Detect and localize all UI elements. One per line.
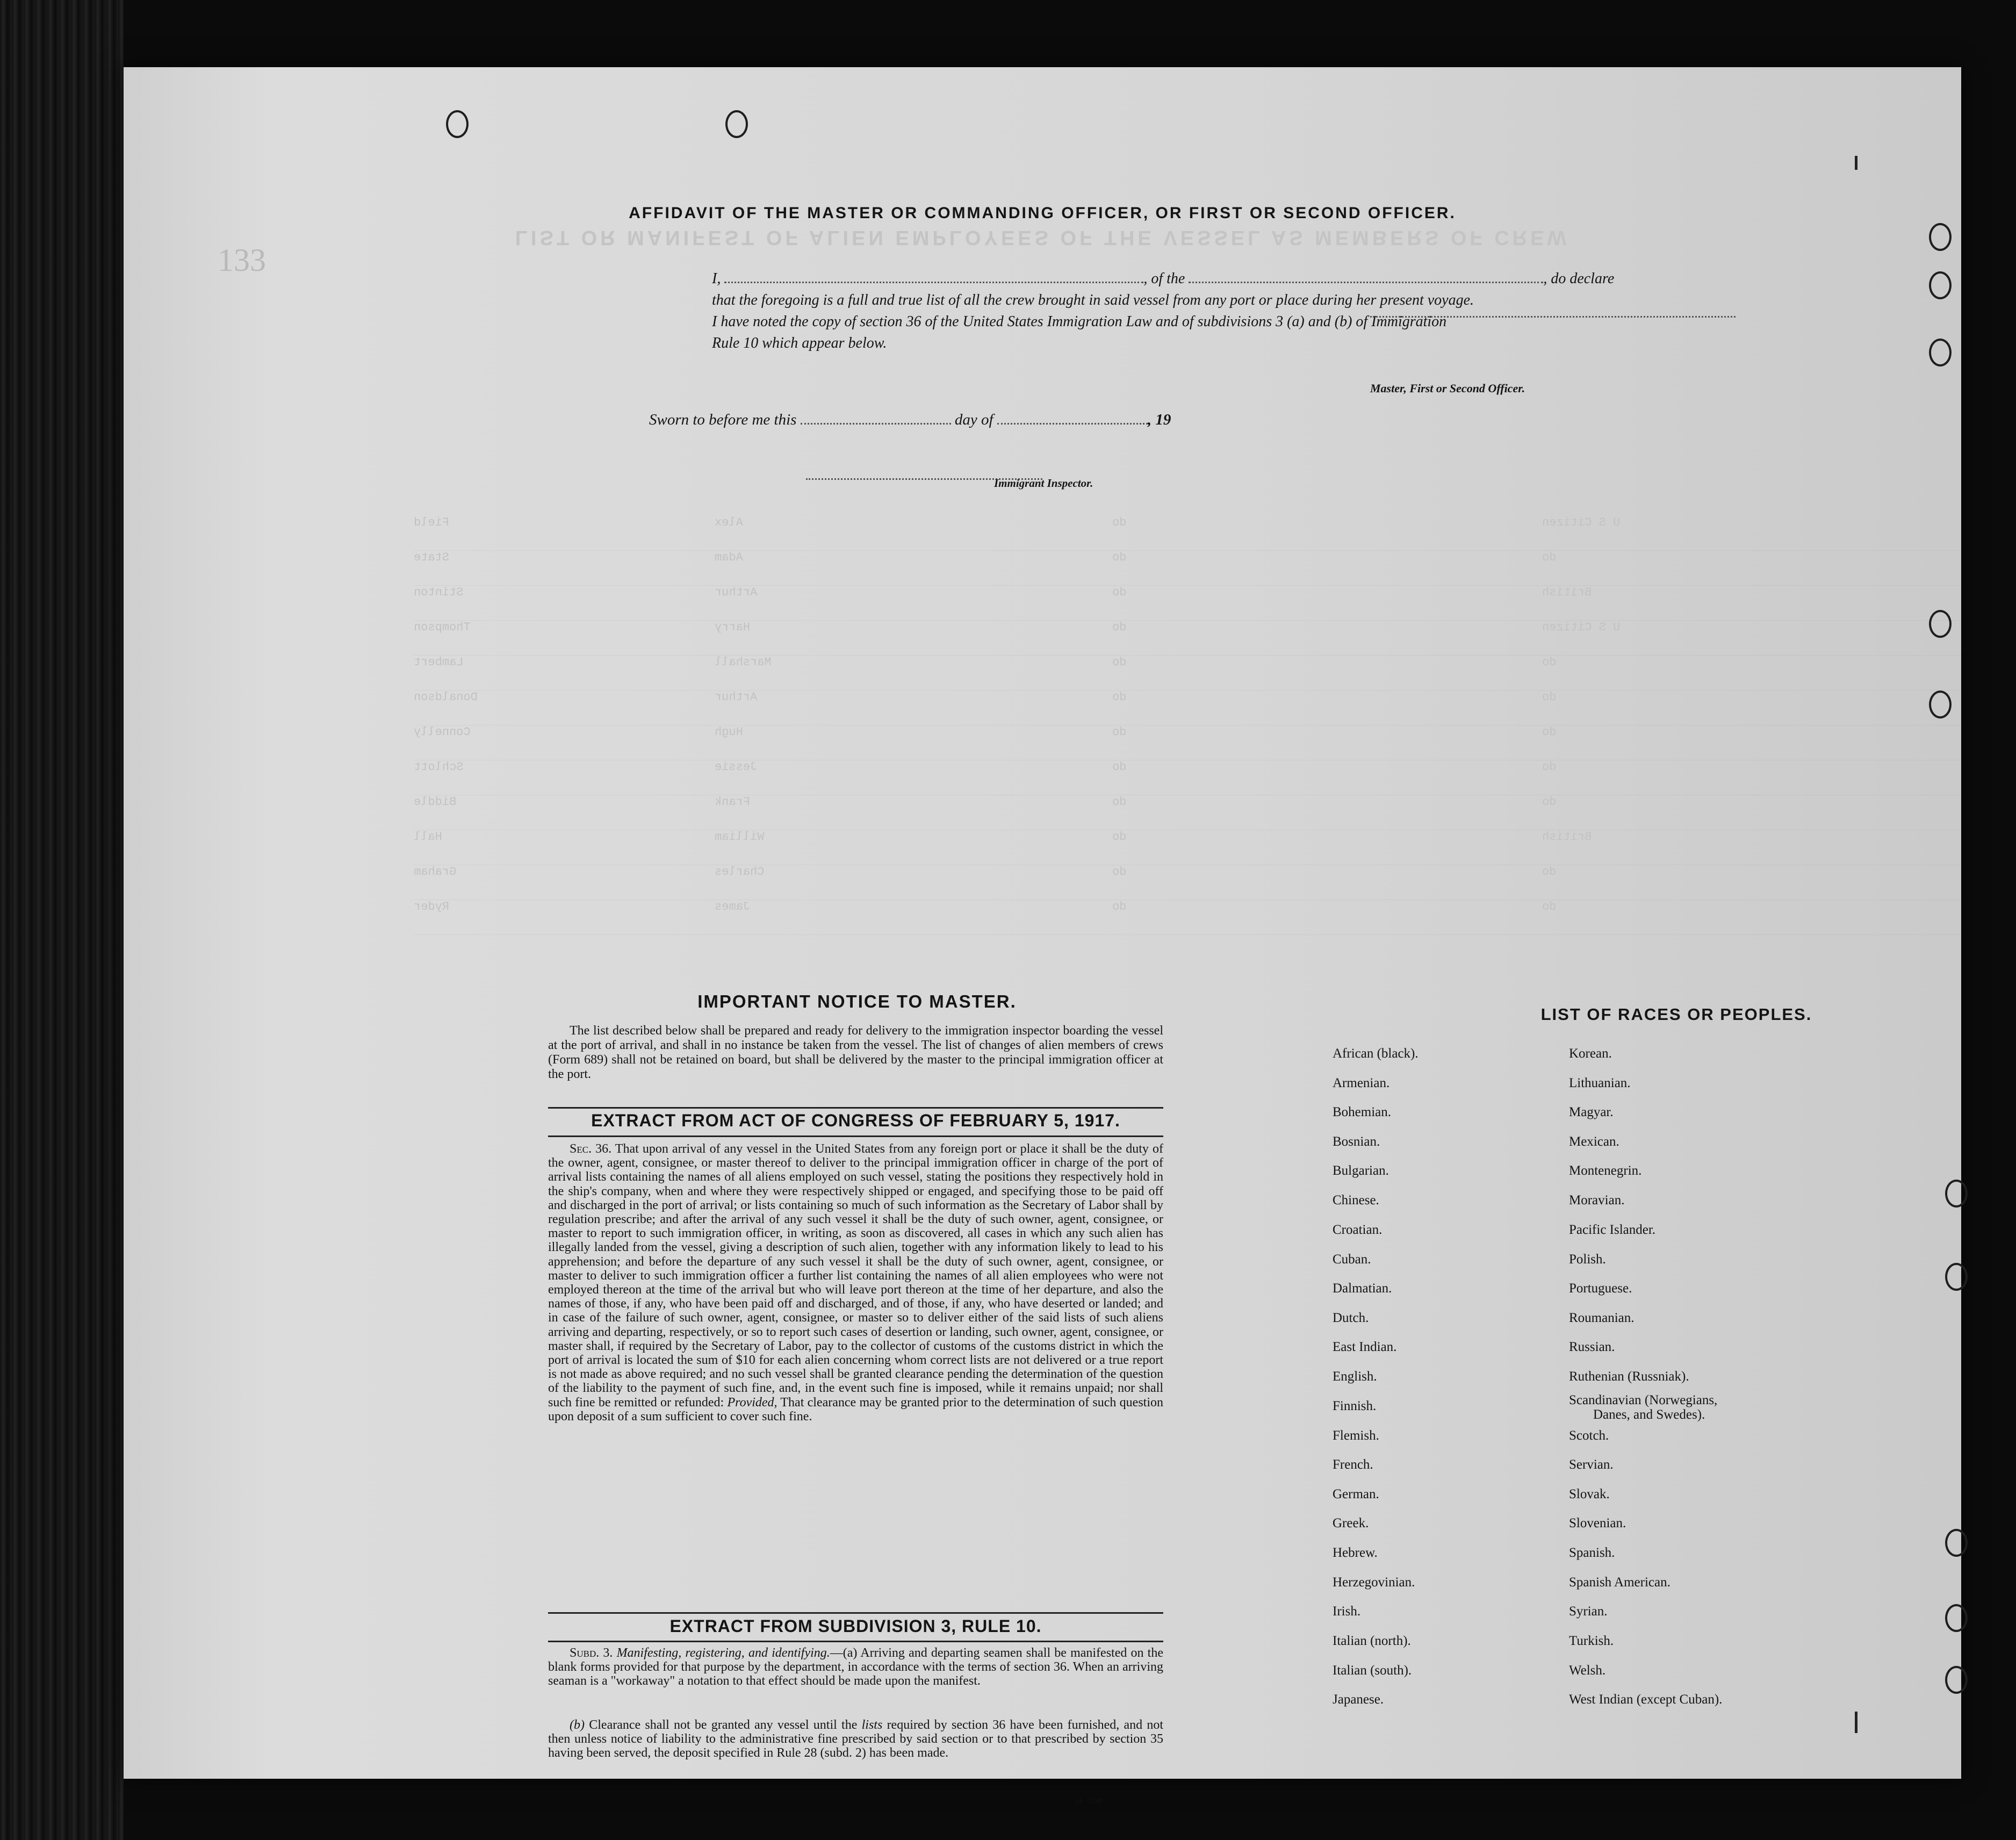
race-item: East Indian. <box>1333 1340 1397 1354</box>
para-b-pre: Clearance shall not be granted any vessel until the <box>589 1718 858 1732</box>
margin-tick <box>1855 156 1857 170</box>
race-item: Finnish. <box>1333 1399 1377 1413</box>
race-item: Montenegrin. <box>1569 1163 1642 1178</box>
race-item: Slovak. <box>1569 1487 1610 1501</box>
punch-hole <box>446 110 469 138</box>
vessel-blank[interactable] <box>1189 270 1543 283</box>
section-36-end: That clearance may be granted prior to the determination of such question upon deposit of a sum sufficient to cover such fine. <box>548 1395 1164 1424</box>
day-of-label: day of <box>954 411 993 428</box>
race-item: French. <box>1333 1457 1373 1472</box>
race-item: Greek. <box>1333 1516 1369 1530</box>
para-b-lists: lists <box>861 1718 883 1732</box>
race-item: Spanish. <box>1569 1546 1615 1560</box>
race-item: Italian (north). <box>1333 1634 1411 1648</box>
extract-rule-title: EXTRACT FROM SUBDIVISION 3, RULE 10. <box>669 1616 1042 1636</box>
race-item: Cuban. <box>1333 1252 1371 1267</box>
race-item: Mexican. <box>1569 1134 1619 1149</box>
race-item: Russian. <box>1569 1340 1615 1354</box>
subd-3-paragraph-b <box>548 1718 1163 1760</box>
race-item: Croatian. <box>1333 1223 1383 1237</box>
para-b-label: (b) <box>570 1718 585 1732</box>
subd-3-paragraph-a <box>548 1646 1163 1688</box>
subd-heading: Manifesting, registering, and identifying. <box>616 1646 830 1660</box>
race-item: Hebrew. <box>1333 1546 1378 1560</box>
race-item: Flemish. <box>1333 1428 1379 1443</box>
race-item: Turkish. <box>1569 1634 1614 1648</box>
punch-hole <box>725 110 748 138</box>
race-item: Pacific Islander. <box>1569 1223 1656 1237</box>
form-number: 14—1240 <box>1075 1796 1103 1805</box>
declaration-line-1: that the foregoing is a full and true list of all the crew brought in said vessel from any port or place during her present voyage. <box>712 292 1474 308</box>
race-item: Lithuanian. <box>1569 1076 1631 1090</box>
race-item: German. <box>1333 1487 1379 1501</box>
race-item: Armenian. <box>1333 1076 1390 1090</box>
section-36-body: That upon arrival of any vessel in the United States from any foreign port or place it shall be the duty of the owner, agent, consignee, or master thereof to deliver to the principal immigration officer in charge of the port of arrival lists containing the names of all aliens employed on such vessel, stating the positions they respectively hold in the ship's company, when and where they were respectively shipped or engaged, and specifying those to be paid off and discharged in the port of arrival; or lists containing so much of such information as the Secretary of Labor shall by regulation prescribe; and after the arrival of any such vessel it shall be the duty of such owner, agent, consignee, or master to report to such immigration officer, in writing, as soon as discovered, all cases in which any such alien has illegally landed from the vessel, giving a description of such alien, together with any information likely to lead to his apprehension; and before the departure of any such vessel it shall be the duty of such owner, agent, consignee, or master to deliver to such immigration officer a further list containing the names of all alien employees who were not employed thereon at the time of the arrival but who will leave port thereon at the time of her departure, and also the names of those, if any, who have been paid off and discharged, and of those, if any, who have deserted or landed; and in case of the failure of such owner, agent, consignee, or master so to deliver either of the said lists of such aliens arriving and departing, respectively, or so to report such cases of desertion or landing, such owner, agent, consignee, or master shall, if required by the Secretary of Labor, pay to the collector of customs of the customs district in which the port of arrival is located the sum of $10 for each alien concerning whom correct lists are not delivered or a true report is not made as above required; and no such vessel shall be granted clearance pending the determination of the question of the liability to the payment of such fine, and, in the event such fine is imposed, while it remains unpaid; nor shall such fine be remitted or refunded: <box>548 1142 1163 1410</box>
punch-hole <box>1945 1263 1968 1291</box>
race-item: Spanish American. <box>1569 1575 1671 1590</box>
race-item: Portuguese. <box>1569 1281 1632 1296</box>
label-i: I, <box>712 270 721 287</box>
declaration-line-2: I have noted the copy of section 36 of the United States Immigration Law and of subdivisions 3 (a) and (b) of Immigration <box>712 313 1447 330</box>
rule-divider <box>548 1641 1163 1642</box>
sworn-label: Sworn to before me this <box>649 411 797 428</box>
day-blank[interactable] <box>801 411 951 425</box>
punch-hole <box>1945 1604 1968 1632</box>
rule-divider <box>548 1135 1163 1137</box>
race-item: Welsh. <box>1569 1663 1606 1678</box>
subd-label: Subd. 3. <box>570 1646 613 1660</box>
master-signature-label: Master, First or Second Officer. <box>1370 382 1525 395</box>
race-item: Dalmatian. <box>1333 1281 1392 1296</box>
race-item: West Indian (except Cuban). <box>1569 1692 1723 1707</box>
race-item: Ruthenian (Russniak). <box>1569 1369 1689 1384</box>
race-item: Herzegovinian. <box>1333 1575 1415 1590</box>
declaration-line-3: Rule 10 which appear below. <box>712 335 887 351</box>
notice-title: IMPORTANT NOTICE TO MASTER. <box>697 991 1017 1011</box>
rule-divider <box>548 1612 1163 1614</box>
race-item: Bosnian. <box>1333 1134 1380 1149</box>
race-item: Moravian. <box>1569 1193 1625 1208</box>
race-item: Syrian. <box>1569 1604 1608 1619</box>
rule-divider <box>548 1107 1163 1109</box>
race-item: Irish. <box>1333 1604 1361 1619</box>
bleed-through-title: LIST OR MANIFEST OF ALIEN EMPLOYEES OF THE VESSEL AS MEMBERS OF CREW <box>515 226 1570 249</box>
label-do-declare: , do declare <box>1543 270 1615 287</box>
races-title: LIST OF RACES OR PEOPLES. <box>1540 1005 1812 1024</box>
race-item: Scandinavian (Norwegians, <box>1569 1393 1718 1407</box>
binder-strip <box>0 0 124 1840</box>
race-item: Magyar. <box>1569 1105 1614 1119</box>
year-label: , 19 <box>1147 411 1171 428</box>
margin-tick <box>1855 1712 1857 1733</box>
extract-act-title: EXTRACT FROM ACT OF CONGRESS OF FEBRUARY 5, 1917. <box>591 1111 1120 1130</box>
manifest-page <box>124 67 1961 1805</box>
race-item: Polish. <box>1569 1252 1606 1267</box>
race-item: Dutch. <box>1333 1311 1369 1325</box>
para-a-text: Arriving and departing seamen shall be manifested on the blank forms provided for that purpose by the department, in accordance with the terms of section 36. When an arriving seaman is a "workaway" a notation to that effect should be made upon the manifest. <box>548 1646 1164 1688</box>
provided-word: Provided, <box>727 1395 777 1410</box>
master-signature-line[interactable] <box>1370 316 1736 318</box>
race-item: Slovenian. <box>1569 1516 1626 1530</box>
punch-hole <box>1945 1529 1968 1557</box>
section-36-text <box>548 1142 1163 1424</box>
race-item: Japanese. <box>1333 1692 1384 1707</box>
race-item: Bulgarian. <box>1333 1163 1389 1178</box>
affidavit-title: AFFIDAVIT OF THE MASTER OR COMMANDING OFFICER, OR FIRST OR SECOND OFFICER. <box>629 204 1456 222</box>
name-blank[interactable] <box>724 270 1143 283</box>
punch-hole <box>1929 271 1952 299</box>
race-item: English. <box>1333 1369 1377 1384</box>
punch-hole <box>1945 1180 1968 1208</box>
label-of-the: , of the <box>1143 270 1185 287</box>
inspector-label: Immigrant Inspector. <box>994 477 1093 490</box>
sworn-line <box>649 411 1171 429</box>
month-blank[interactable] <box>997 411 1148 425</box>
declaration-first-line <box>712 269 1760 289</box>
race-item: African (black). <box>1333 1046 1419 1061</box>
bleed-through-rows: Field Alex do U S Citizen State Adam do do Stinton Arthur do British Thompson Harry do U S Citizen Lambert Marshall do do Donaldson Arthur do do Connelly Hugh do do Schlott Jessie do do Biddle Frank do do Hall William do British Graham Charles do do Ryder James do do <box>414 516 2004 935</box>
race-item: Chinese. <box>1333 1193 1379 1208</box>
race-item: Scotch. <box>1569 1428 1609 1443</box>
race-item: Italian (south). <box>1333 1663 1412 1678</box>
para-b-post: required by section 36 have been furnished, and not then unless notice of liability to the administrative fine prescribed by said section or to that prescribed by section 35 having been served, the deposit specified in Rule 28 (subd. 2) has been made. <box>548 1718 1164 1760</box>
race-item: Bohemian. <box>1333 1105 1392 1119</box>
notice-text: The list described below shall be prepared and ready for delivery to the immigration inspector boarding the vessel at the port of arrival, and shall in no instance be taken from the vessel. The list of changes of alien members of crews (Form 689) shall not be retained on board, but shall be delivered by the master to the principal immigration officer at the port. <box>548 1024 1163 1081</box>
punch-hole <box>1929 339 1952 366</box>
punch-hole <box>1945 1666 1968 1694</box>
handwritten-margin-number: 133 <box>218 242 266 278</box>
race-item: Korean. <box>1569 1046 1612 1061</box>
race-item: Roumanian. <box>1569 1311 1635 1325</box>
section-label: Sec. 36. <box>570 1142 612 1156</box>
para-a-label: —(a) <box>830 1646 858 1660</box>
race-item: Danes, and Swedes). <box>1593 1407 1705 1422</box>
race-item: Servian. <box>1569 1457 1614 1472</box>
